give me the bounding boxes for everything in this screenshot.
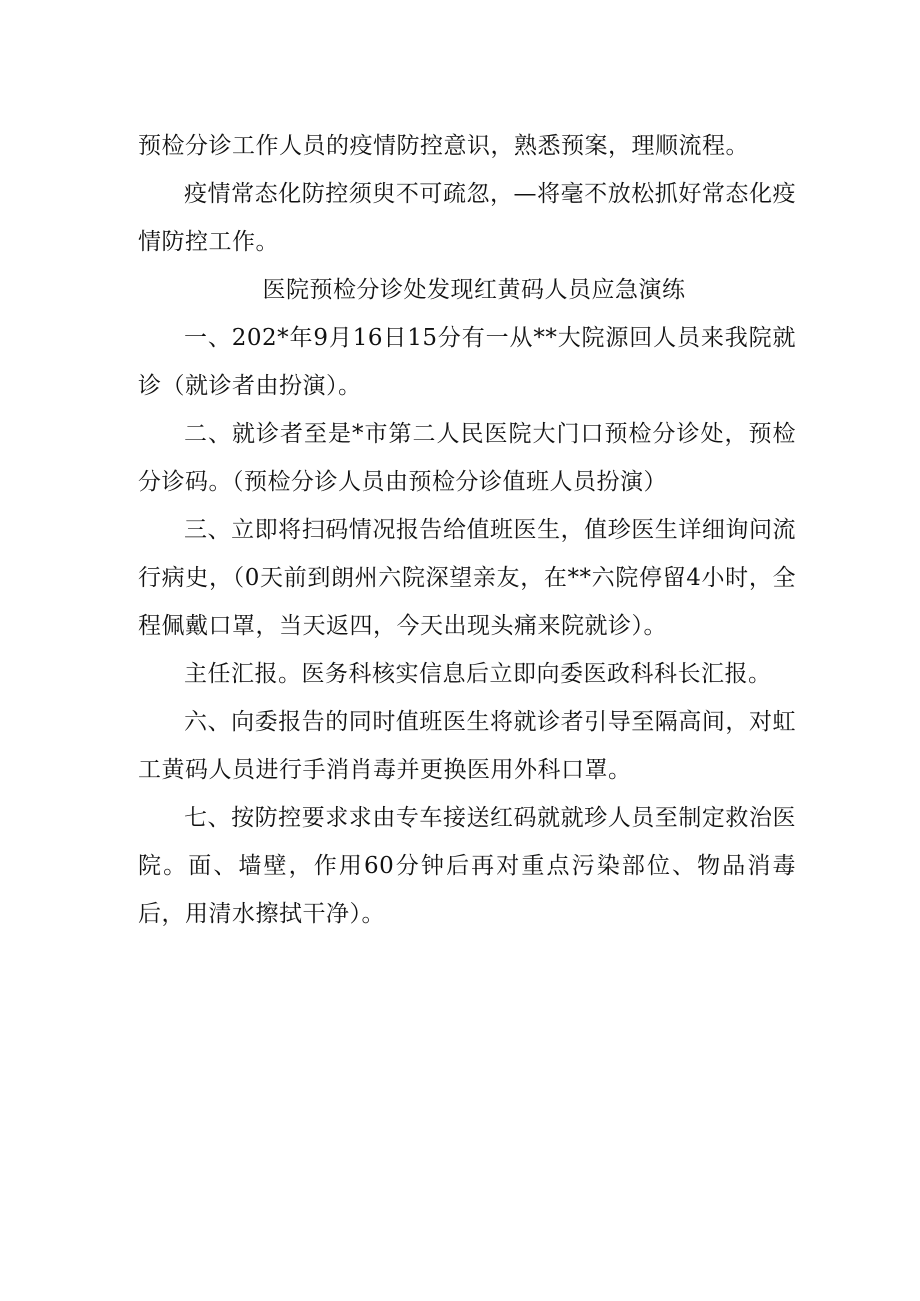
step-three: 三、立即将扫码情况报告给值班医生，值珍医生详细询问流行病史，（0天前到朗州六院深望亲友，在**六院停留4小时，全程佩戴口罩，当天返四，今天出现头痛来院就诊）。 xyxy=(138,517,796,639)
step-one: 一、202*年9月16日15分有一从**大院源回人员来我院就诊（就诊者由扮演）。 xyxy=(138,325,796,399)
section-heading: 医院预检分诊处发现红黄码人员应急演练 xyxy=(262,277,686,303)
step-report-director: 主任汇报。医务科核实信息后立即向委医政科科长汇报。 xyxy=(184,661,772,687)
step-six: 六、向委报告的同时值班医生将就诊者引导至隔高间，对虹工黄码人员进行手消肖毒并更换医用外科口罩。 xyxy=(138,709,796,783)
document-body xyxy=(138,122,796,938)
paragraph-epidemic-control: 疫情常态化防控须臾不可疏忽，—将毫不放松抓好常态化疫情防控工作。 xyxy=(138,181,796,255)
paragraph-intro-continuation: 预检分诊工作人员的疫情防控意识，熟悉预案，理顺流程。 xyxy=(138,133,749,159)
step-two: 二、就诊者至是*市第二人民医院大门口预检分诊处，预检分诊码。（预检分诊人员由预检分诊值班人员扮演） xyxy=(138,421,796,495)
step-seven: 七、按防控要求求由专车接送红码就就珍人员至制定救治医院。面、墙壁，作用60分钟后再对重点污染部位、物品消毒后，用清水擦拭干净）。 xyxy=(138,805,796,927)
